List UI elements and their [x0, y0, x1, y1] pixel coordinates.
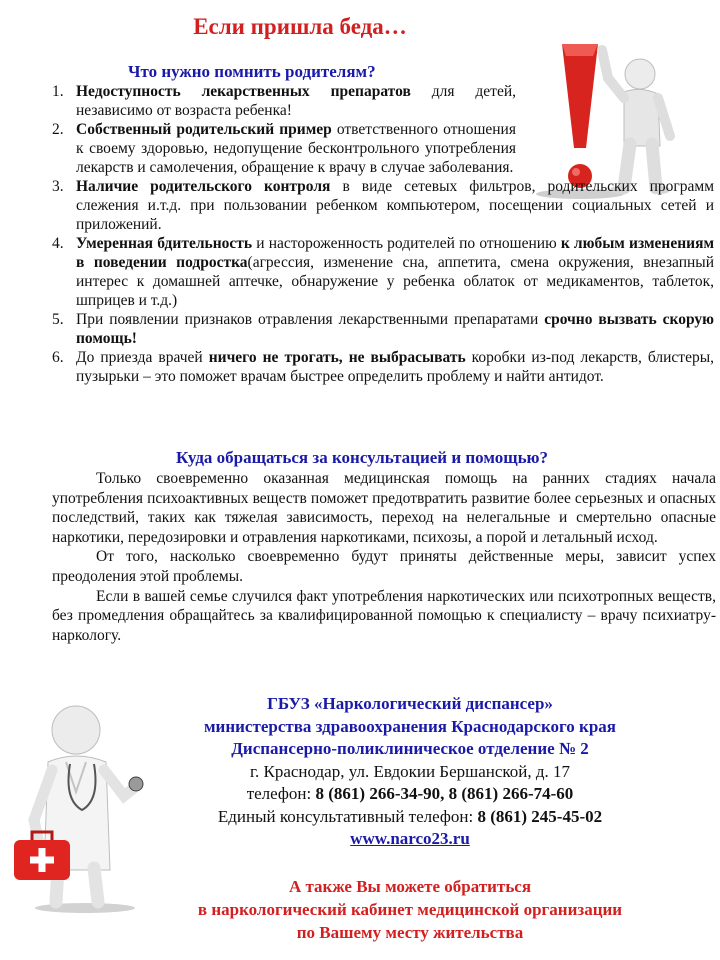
org-hotline: Единый консультативный телефон: 8 (861) 245-45-02: [217, 806, 603, 826]
paragraph: Только своевременно оказанная медицинская помощь на ранних стадиях начала употребления психоактивных веществ поможет предотвратить развитие более серьезных и опасных последствий, таких как тяжелая зависимость, переход на нелегальные и смертельно опасные наркотики, передозировки и отравления наркотиками, психозы, а порой и летальный исход.: [52, 470, 716, 546]
list-item: 1. Недоступность лекарственных препаратов для детей, независимо от возраста ребенка!: [52, 83, 516, 119]
organization-block: [130, 693, 690, 851]
section-heading-help: Куда обращаться за консультацией и помощью?: [176, 448, 549, 467]
paragraph: От того, насколько своевременно будут приняты действенные меры, зависит успех преодоления этой проблемы.: [52, 548, 716, 585]
closing-note: А также Вы можете обратиться в наркологический кабинет медицинской организации по Вашему месту жительства: [197, 877, 623, 942]
list-item: 5. При появлении признаков отравления лекарственными препаратами срочно вызвать скорую помощь!: [52, 311, 714, 347]
org-ministry: министерства здравоохранения Краснодарского края: [203, 716, 617, 736]
website-link[interactable]: www.narco23.ru: [350, 829, 470, 848]
parents-tips-list: [52, 82, 714, 386]
page-title: Если пришла беда…: [193, 14, 407, 39]
org-name: ГБУЗ «Наркологический диспансер»: [267, 694, 553, 713]
help-paragraphs: [52, 469, 716, 645]
list-item: 2. Собственный родительский пример ответственного отношения к своему здоровью, недопущение бесконтрольного употребления лекарств и самолечения, обращение к врачу в случае заболевания.: [52, 121, 516, 176]
list-item: 4. Умеренная бдительность и настороженность родителей по отношению к любым изменениям в поведении подростка(агрессия, изменение сна, аппетита, смена окружения, внезапный интерес к домашней аптечке, обнаружение у ребенка облаток от медикаментов, таблеток, шприцев и т.д.): [52, 235, 715, 309]
org-phone: телефон: 8 (861) 266-34-90, 8 (861) 266-74-60: [246, 784, 574, 803]
org-department: Диспансерно-поликлиническое отделение № 2: [231, 739, 589, 758]
section-heading-parents: Что нужно помнить родителям?: [128, 62, 376, 81]
org-address: г. Краснодар, ул. Евдокии Бершанской, д. 17: [249, 761, 571, 781]
paragraph: Если в вашей семье случился факт употребления наркотических или психотропных веществ, без промедления обращайтесь за квалифицированной помощью к специалисту – врачу психиатру-наркологу.: [52, 587, 716, 644]
list-item: 6. До приезда врачей ничего не трогать, не выбрасывать коробки из-под лекарств, блистеры, пузырьки – это поможет врачам быстрее определить проблему и найти антидот.: [52, 349, 714, 385]
list-item: 3. Наличие родительского контроля в виде сетевых фильтров, родительских программ слежения и.т.д. при пользовании ребенком компьютером, посещении социальных сетей и приложений.: [52, 178, 714, 233]
